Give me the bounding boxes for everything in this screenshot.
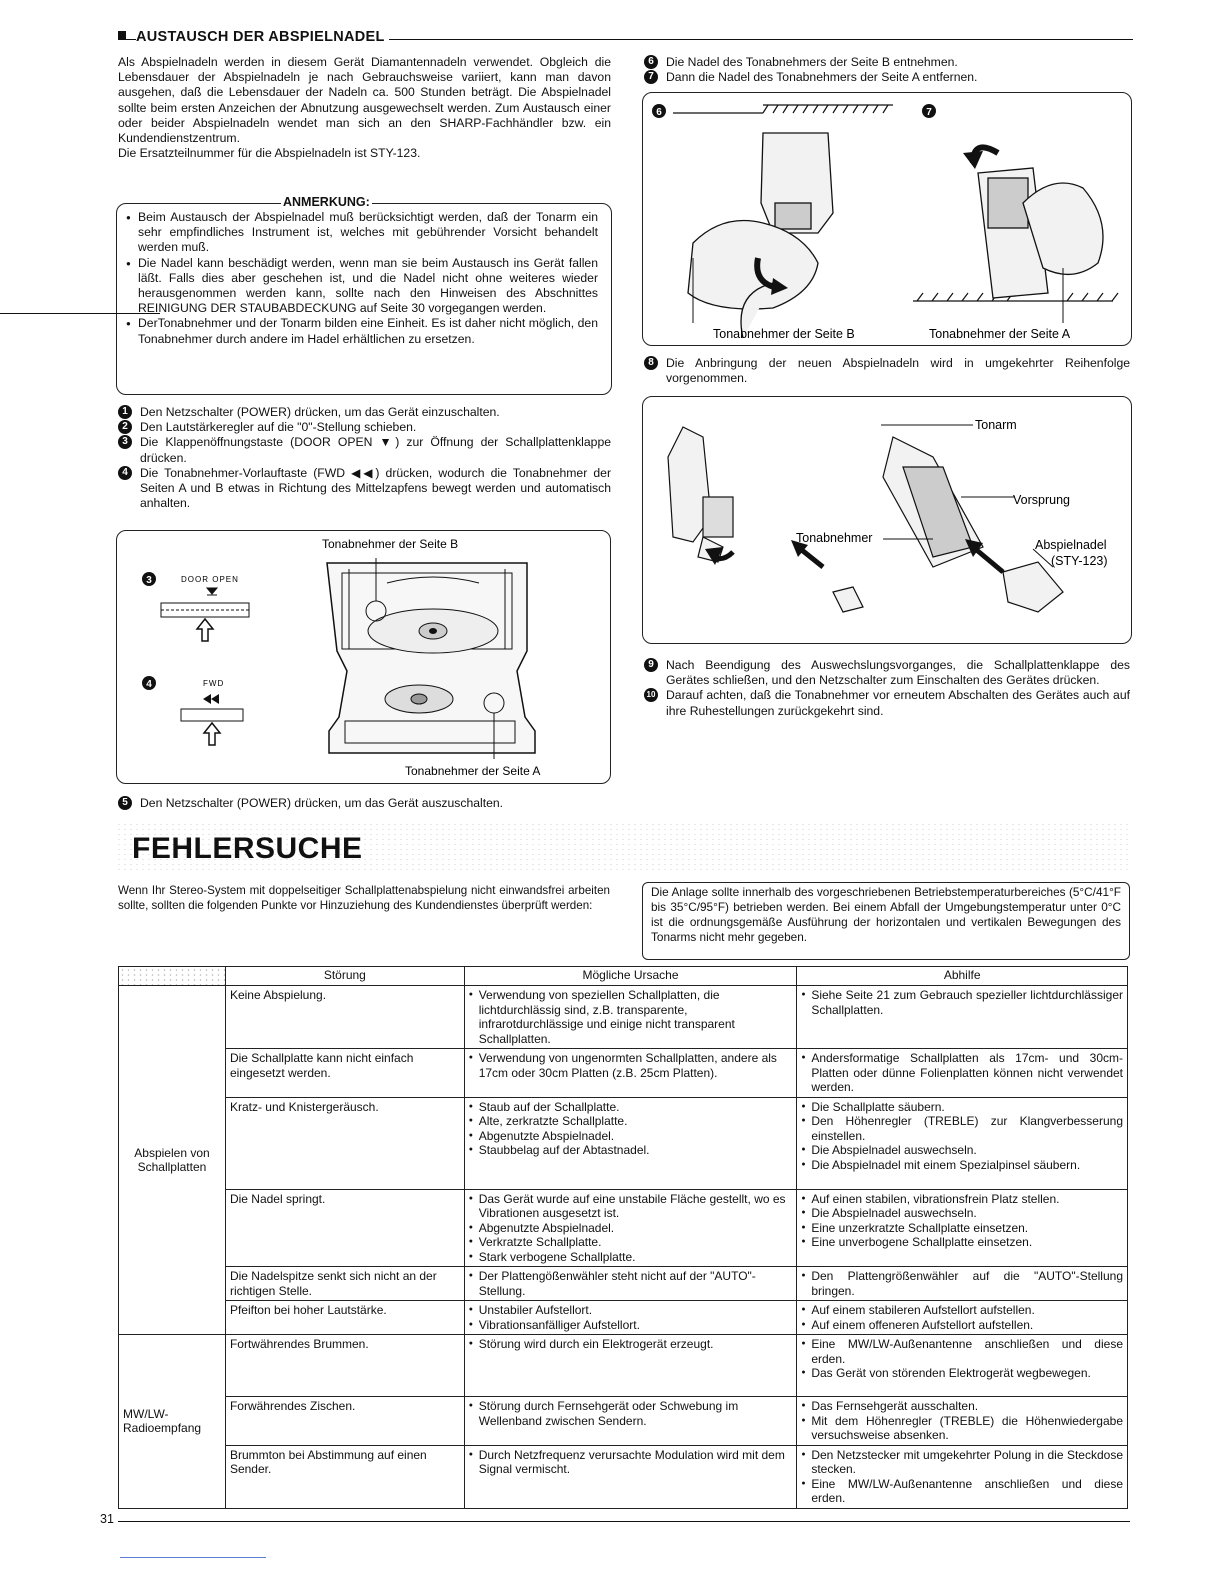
cause-item: ● Verkratzte Schallplatte. (469, 1235, 793, 1250)
problem-cell: Die Schallplatte kann nicht einfach eingesetzt werden. (225, 1049, 464, 1098)
step-6 (644, 55, 1130, 70)
table-header-category (119, 967, 226, 986)
note-item: ● DerTonabnehmer und der Tonarm bilden eine Einheit. Es ist daher nicht möglich, den Tonabnehmer durch andere im Hadel erhältlichen zu ersetzen. (126, 316, 598, 346)
remedy-item: ● Den Netzstecker mit umgekehrter Polung in die Steckdose stecken. (801, 1448, 1123, 1477)
fwd-symbol-icon (203, 694, 219, 704)
needle-cartridge (1003, 562, 1063, 612)
step-3 (118, 435, 611, 465)
remedy-cell (797, 1335, 1128, 1397)
press-arrow-icon (204, 723, 220, 745)
intro-block (118, 55, 611, 161)
cause-item: ● Alte, zerkratzte Schallplatte. (469, 1114, 793, 1129)
needle-install-illustration (643, 397, 1131, 643)
needle-removal-illustration (643, 93, 1131, 345)
figure-needle-install (642, 396, 1132, 644)
problem-cell: Fortwährendes Brummen. (225, 1335, 464, 1397)
table-header-problem: Störung (225, 967, 464, 986)
step-10 (644, 688, 1130, 718)
troubleshooting-title: FEHLERSUCHE (132, 832, 363, 865)
label-part-number: (STY-123) (1051, 554, 1108, 568)
remedy-item: ● Eine MW/LW-Außenantenne anschließen und diese erden. (801, 1477, 1123, 1506)
step-8 (644, 356, 1130, 386)
step-number: 5 (118, 796, 132, 810)
label-pickup-a: Tonabnehmer der Seite A (405, 764, 541, 778)
bullet-square-icon (118, 31, 126, 39)
press-arrow-icon (197, 619, 213, 641)
cause-cell (464, 1301, 797, 1335)
remedy-item: ● Eine unverbogene Schallplatte einsetzen. (801, 1235, 1123, 1250)
table-header-row (119, 967, 1128, 986)
cause-item: ● Stark verbogene Schallplatte. (469, 1250, 793, 1265)
label-tonarm: Tonarm (975, 418, 1017, 432)
problem-cell: Pfeifton bei hoher Lautstärke. (225, 1301, 464, 1335)
cause-cell (464, 1445, 797, 1508)
label-vorsprung: Vorsprung (1013, 493, 1070, 507)
category-label: MW/LW-Radioempfang (123, 1406, 202, 1436)
temperature-notice-box (642, 882, 1130, 960)
cause-item: ● Abgenutzte Abspielnadel. (469, 1129, 793, 1144)
step-4-marker-number: 4 (146, 679, 152, 690)
problem-cell: Keine Abspielung. (225, 986, 464, 1049)
steps-left (118, 405, 611, 511)
table-category-cell (119, 986, 226, 1335)
cause-item: ● Verwendung von speziellen Schallplatten, die lichtdurchlässig sind, z.B. transparente, infrarotdurchlässige und einige nicht transparent Schallplatten. (469, 988, 793, 1046)
step-number: 9 (644, 658, 658, 672)
page-number: 31 (100, 1512, 117, 1526)
table-row (119, 1097, 1128, 1189)
step-number: 2 (118, 420, 132, 434)
label-abspielnadel: Abspielnadel (1035, 538, 1107, 552)
remedy-item: ● Die Abspielnadel auswechseln. (801, 1143, 1123, 1158)
step-text: Die Tonabnehmer-Vorlauftaste (FWD ◀◀) drücken, wodurch die Tonabnehmer der Seiten A und B etwas in Richtung des Mittelzapfens bewegt werden und automatisch anhalten. (140, 465, 611, 511)
problem-cell: Die Nadelspitze senkt sich nicht an der richtigen Stelle. (225, 1267, 464, 1301)
old-needle (833, 587, 863, 612)
remedy-item: ● Eine unzerkratzte Schallplatte einsetzen. (801, 1221, 1123, 1236)
step-6-marker-number: 6 (656, 107, 662, 118)
remedy-cell (797, 1267, 1128, 1301)
turntable-body (327, 563, 535, 753)
cause-item: ● Der Plattengößenwähler steht nicht auf der "AUTO"-Stellung. (469, 1269, 793, 1298)
cause-cell (464, 1335, 797, 1397)
step-text: Die Anbringung der neuen Abspielnadeln wird in umgekehrter Reihenfolge vorgenommen. (666, 356, 1130, 386)
category-label: Abspielen von Schallplatten (134, 1145, 210, 1174)
footer-link-line (120, 1557, 266, 1558)
step-number: 10 (644, 688, 658, 702)
step-7 (644, 70, 1130, 85)
remedy-item: ● Das Gerät von störenden Elektrogerät wegbewegen. (801, 1366, 1123, 1381)
remedy-cell (797, 1097, 1128, 1189)
remedy-item: ● Auf einem offeneren Aufstellort aufstellen. (801, 1318, 1123, 1333)
table-row (119, 1445, 1128, 1508)
problem-cell: Forwährendes Zischen. (225, 1397, 464, 1446)
troubleshooting-table-wrapper (118, 966, 1128, 1509)
step-text: Den Netzschalter (POWER) drücken, um das Gerät auszuschalten. (140, 796, 504, 810)
step-number: 7 (644, 70, 658, 84)
step-number: 3 (118, 435, 132, 449)
table-row (119, 1397, 1128, 1446)
note-item: ● Beim Austausch der Abspielnadel muß berücksichtigt werden, daß der Tonarm ein sehr empfindliches Instrument ist, welches mit gebührender Vorsicht behandelt werden muß. (126, 210, 598, 256)
problem-cell: Brummton bei Abstimmung auf einen Sender. (225, 1445, 464, 1508)
section-header-needle-replacement (118, 28, 1133, 50)
table-row (119, 1189, 1128, 1267)
step-2 (118, 420, 611, 435)
cause-item: ● Staubbelag auf der Abtastnadel. (469, 1143, 793, 1158)
remedy-item: ● Die Abspielnadel auswechseln. (801, 1206, 1123, 1221)
steps-right-top (644, 55, 1130, 85)
table-row (119, 986, 1128, 1049)
label-pickup-a: Tonabnehmer der Seite A (929, 327, 1071, 341)
cause-item: ● Abgenutzte Abspielnadel. (469, 1221, 793, 1236)
footer-rule (118, 1521, 1130, 1522)
problem-cell: Kratz- und Knistergeräusch. (225, 1097, 464, 1189)
figure-turntable (116, 530, 611, 784)
remedy-item: ● Die Abspielnadel mit einem Spezialpinsel säubern. (801, 1158, 1123, 1173)
problem-cell: Die Nadel springt. (225, 1189, 464, 1267)
troubleshooting-table (118, 966, 1128, 1509)
note-item: ● Die Nadel kann beschädigt werden, wenn man sie beim Austausch ins Gerät fallen läßt. Falls dies aber geschehen ist, und die Nadel nicht ohne weiteres wieder herausgenommen werden kann, sollte nach den Hinweisen des Abschnittes REINIGUNG DER STAUBABDECKUNG auf Seite 30 vorgegangen werden. (126, 256, 598, 317)
remedy-item: ● Eine MW/LW-Außenantenne anschließen und diese erden. (801, 1337, 1123, 1366)
turntable-illustration (117, 531, 610, 783)
step-text: Darauf achten, daß die Tonabnehmer vor erneutem Abschalten des Gerätes auch auf ihre Ruhestellungen zurückgekehrt sind. (666, 688, 1130, 718)
remedy-cell (797, 986, 1128, 1049)
table-header-remedy: Abhilfe (797, 967, 1128, 986)
label-tonabnehmer: Tonabnehmer (796, 531, 873, 545)
cause-item: ● Durch Netzfrequenz verursachte Modulation wird mit dem Signal vermischt. (469, 1448, 793, 1477)
cause-item: ● Staub auf der Schallplatte. (469, 1100, 793, 1115)
step-text: Dann die Nadel des Tonabnehmers der Seite A entfernen. (666, 70, 978, 85)
step-number: 6 (644, 55, 658, 69)
step-1 (118, 405, 611, 420)
label-pickup-b: Tonabnehmer der Seite B (713, 327, 855, 341)
section-title: AUSTAUSCH DER ABSPIELNADEL (136, 29, 389, 45)
steps-right-bottom (644, 658, 1130, 719)
intro-paragraph: Als Abspielnadeln werden in diesem Gerät Diamantennadeln verwendet. Obgleich die Lebensdauer der Abspielnadeln je nach Gebrauchsweise variiert, kann man davon ausgehen, daß die Lebensdauer der Nadeln ca. 500 Stunden beträgt. Die Abspielnadel sollte beim ersten Anzeichen der Abnutzung ausgewechselt werden. Zum Austausch einer oder beider Abspielnadeln wendet man sich an den SHARP-Fachhändler bzw. ein Kundendienstzentrum. (118, 55, 611, 146)
cause-cell (464, 1097, 797, 1189)
remedy-item: ● Andersformatige Schallplatten als 17cm- und 30cm-Platten oder dünne Folienplatten können nicht verwendet werden. (801, 1051, 1123, 1095)
remedy-item: ● Siehe Seite 21 zum Gebrauch spezieller lichtdurchlässiger Schallplatten. (801, 988, 1123, 1017)
remedy-cell (797, 1189, 1128, 1267)
remedy-item: ● Den Höhenregler (TREBLE) zur Klangverbesserung einstellen. (801, 1114, 1123, 1143)
step-text: Die Klappenöffnungstaste (DOOR OPEN ▼) zur Öffnung der Schallplattenklappe drücken. (140, 435, 611, 465)
table-category-cell (119, 1335, 226, 1509)
step-4 (118, 466, 611, 512)
step-3-marker-number: 3 (146, 575, 152, 586)
label-pickup-b: Tonabnehmer der Seite B (322, 537, 459, 551)
remedy-cell (797, 1397, 1128, 1446)
door-open-button-icon (161, 603, 249, 617)
step-text: Nach Beendigung des Auswechslungsvorganges, die Schallplattenklappe des Gerätes schließen, und den Netzschalter zum Einschalten des Gerätes drücken. (666, 658, 1130, 688)
remedy-item: ● Das Fernsehgerät ausschalten. (801, 1399, 1123, 1414)
insert-arrow-icon (973, 547, 1003, 572)
cause-item: ● Störung durch Fernsehgerät oder Schwebung im Wellenband zwischen Sendern. (469, 1399, 793, 1428)
part-number-text: Die Ersatzteilnummer für die Abspielnadeln ist STY-123. (118, 146, 421, 161)
cause-cell (464, 1397, 797, 1446)
door-open-symbol-icon (207, 588, 217, 595)
table-row (119, 1301, 1128, 1335)
troubleshooting-intro: Wenn Ihr Stereo-System mit doppelseitiger Schallplattenabspielung nicht einwandsfrei arbeiten sollte, sollten die folgenden Punkte vor Hinzuziehung des Kundendienstes überprüft werden: (118, 884, 610, 912)
step-text: Die Nadel des Tonabnehmers der Seite B entnehmen. (666, 55, 958, 69)
fwd-label: FWD (203, 679, 225, 688)
table-row (119, 1335, 1128, 1397)
step-7-marker-number: 7 (926, 107, 932, 118)
cause-item: ● Das Gerät wurde auf eine unstabile Fläche gestellt, wo es Vibrationen ausgesetzt ist. (469, 1192, 793, 1221)
remedy-item: ● Auf einen stabilen, vibrationsfrein Platz stellen. (801, 1192, 1123, 1207)
note-list-wrapper (126, 210, 598, 347)
figure-needle-removal (642, 92, 1132, 346)
remedy-item: ● Auf einem stabileren Aufstellort aufstellen. (801, 1303, 1123, 1318)
step-text: Den Lautstärkeregler auf die "0"-Stellung schieben. (140, 420, 417, 435)
remedy-cell (797, 1049, 1128, 1098)
cause-item: ● Störung wird durch ein Elektrogerät erzeugt. (469, 1337, 793, 1352)
table-row (119, 1049, 1128, 1098)
temperature-notice-text: Die Anlage sollte innerhalb des vorgeschriebenen Betriebstemperaturbereiches (5°C/41°F bis 35°C/95°F) betrieben werden. Bei einem Abfall der Umgebungstemperatur unter 0°C ist die ordnungsgemäße Ausführung der horizontalen und vertikalen Bewegungen des Tonarms nicht mehr gegeben. (651, 885, 1121, 944)
step-text: Den Netzschalter (POWER) drücken, um das Gerät einzuschalten. (140, 405, 500, 419)
table-header-cause: Mögliche Ursache (464, 967, 797, 986)
cause-item: ● Vibrationsanfälliger Aufstellort. (469, 1318, 793, 1333)
step-number: 1 (118, 405, 132, 419)
note-list (126, 210, 598, 347)
cause-cell (464, 1049, 797, 1098)
cause-item: ● Unstabiler Aufstellort. (469, 1303, 793, 1318)
step-number: 4 (118, 466, 132, 480)
step-5 (118, 796, 611, 811)
table-row (119, 1267, 1128, 1301)
cause-item: ● Verwendung von ungenormten Schallplatten, andere als 17cm oder 30cm Platten (z.B. 25cm Platten). (469, 1051, 793, 1080)
remedy-cell (797, 1445, 1128, 1508)
remedy-cell (797, 1301, 1128, 1335)
remedy-item: ● Die Schallplatte säubern. (801, 1100, 1123, 1115)
fwd-button-icon (181, 709, 243, 721)
step-9 (644, 658, 1130, 688)
step-number: 8 (644, 356, 658, 370)
note-title: ANMERKUNG: (283, 195, 370, 209)
cause-cell (464, 986, 797, 1049)
remedy-item: ● Mit dem Höhenregler (TREBLE) die Höhenwiedergabe versuchsweise absenken. (801, 1414, 1123, 1443)
cause-cell (464, 1189, 797, 1267)
cause-cell (464, 1267, 797, 1301)
remedy-item: ● Den Plattengrößenwähler auf die "AUTO"-Stellung bringen. (801, 1269, 1123, 1298)
door-open-label: DOOR OPEN (181, 575, 239, 584)
